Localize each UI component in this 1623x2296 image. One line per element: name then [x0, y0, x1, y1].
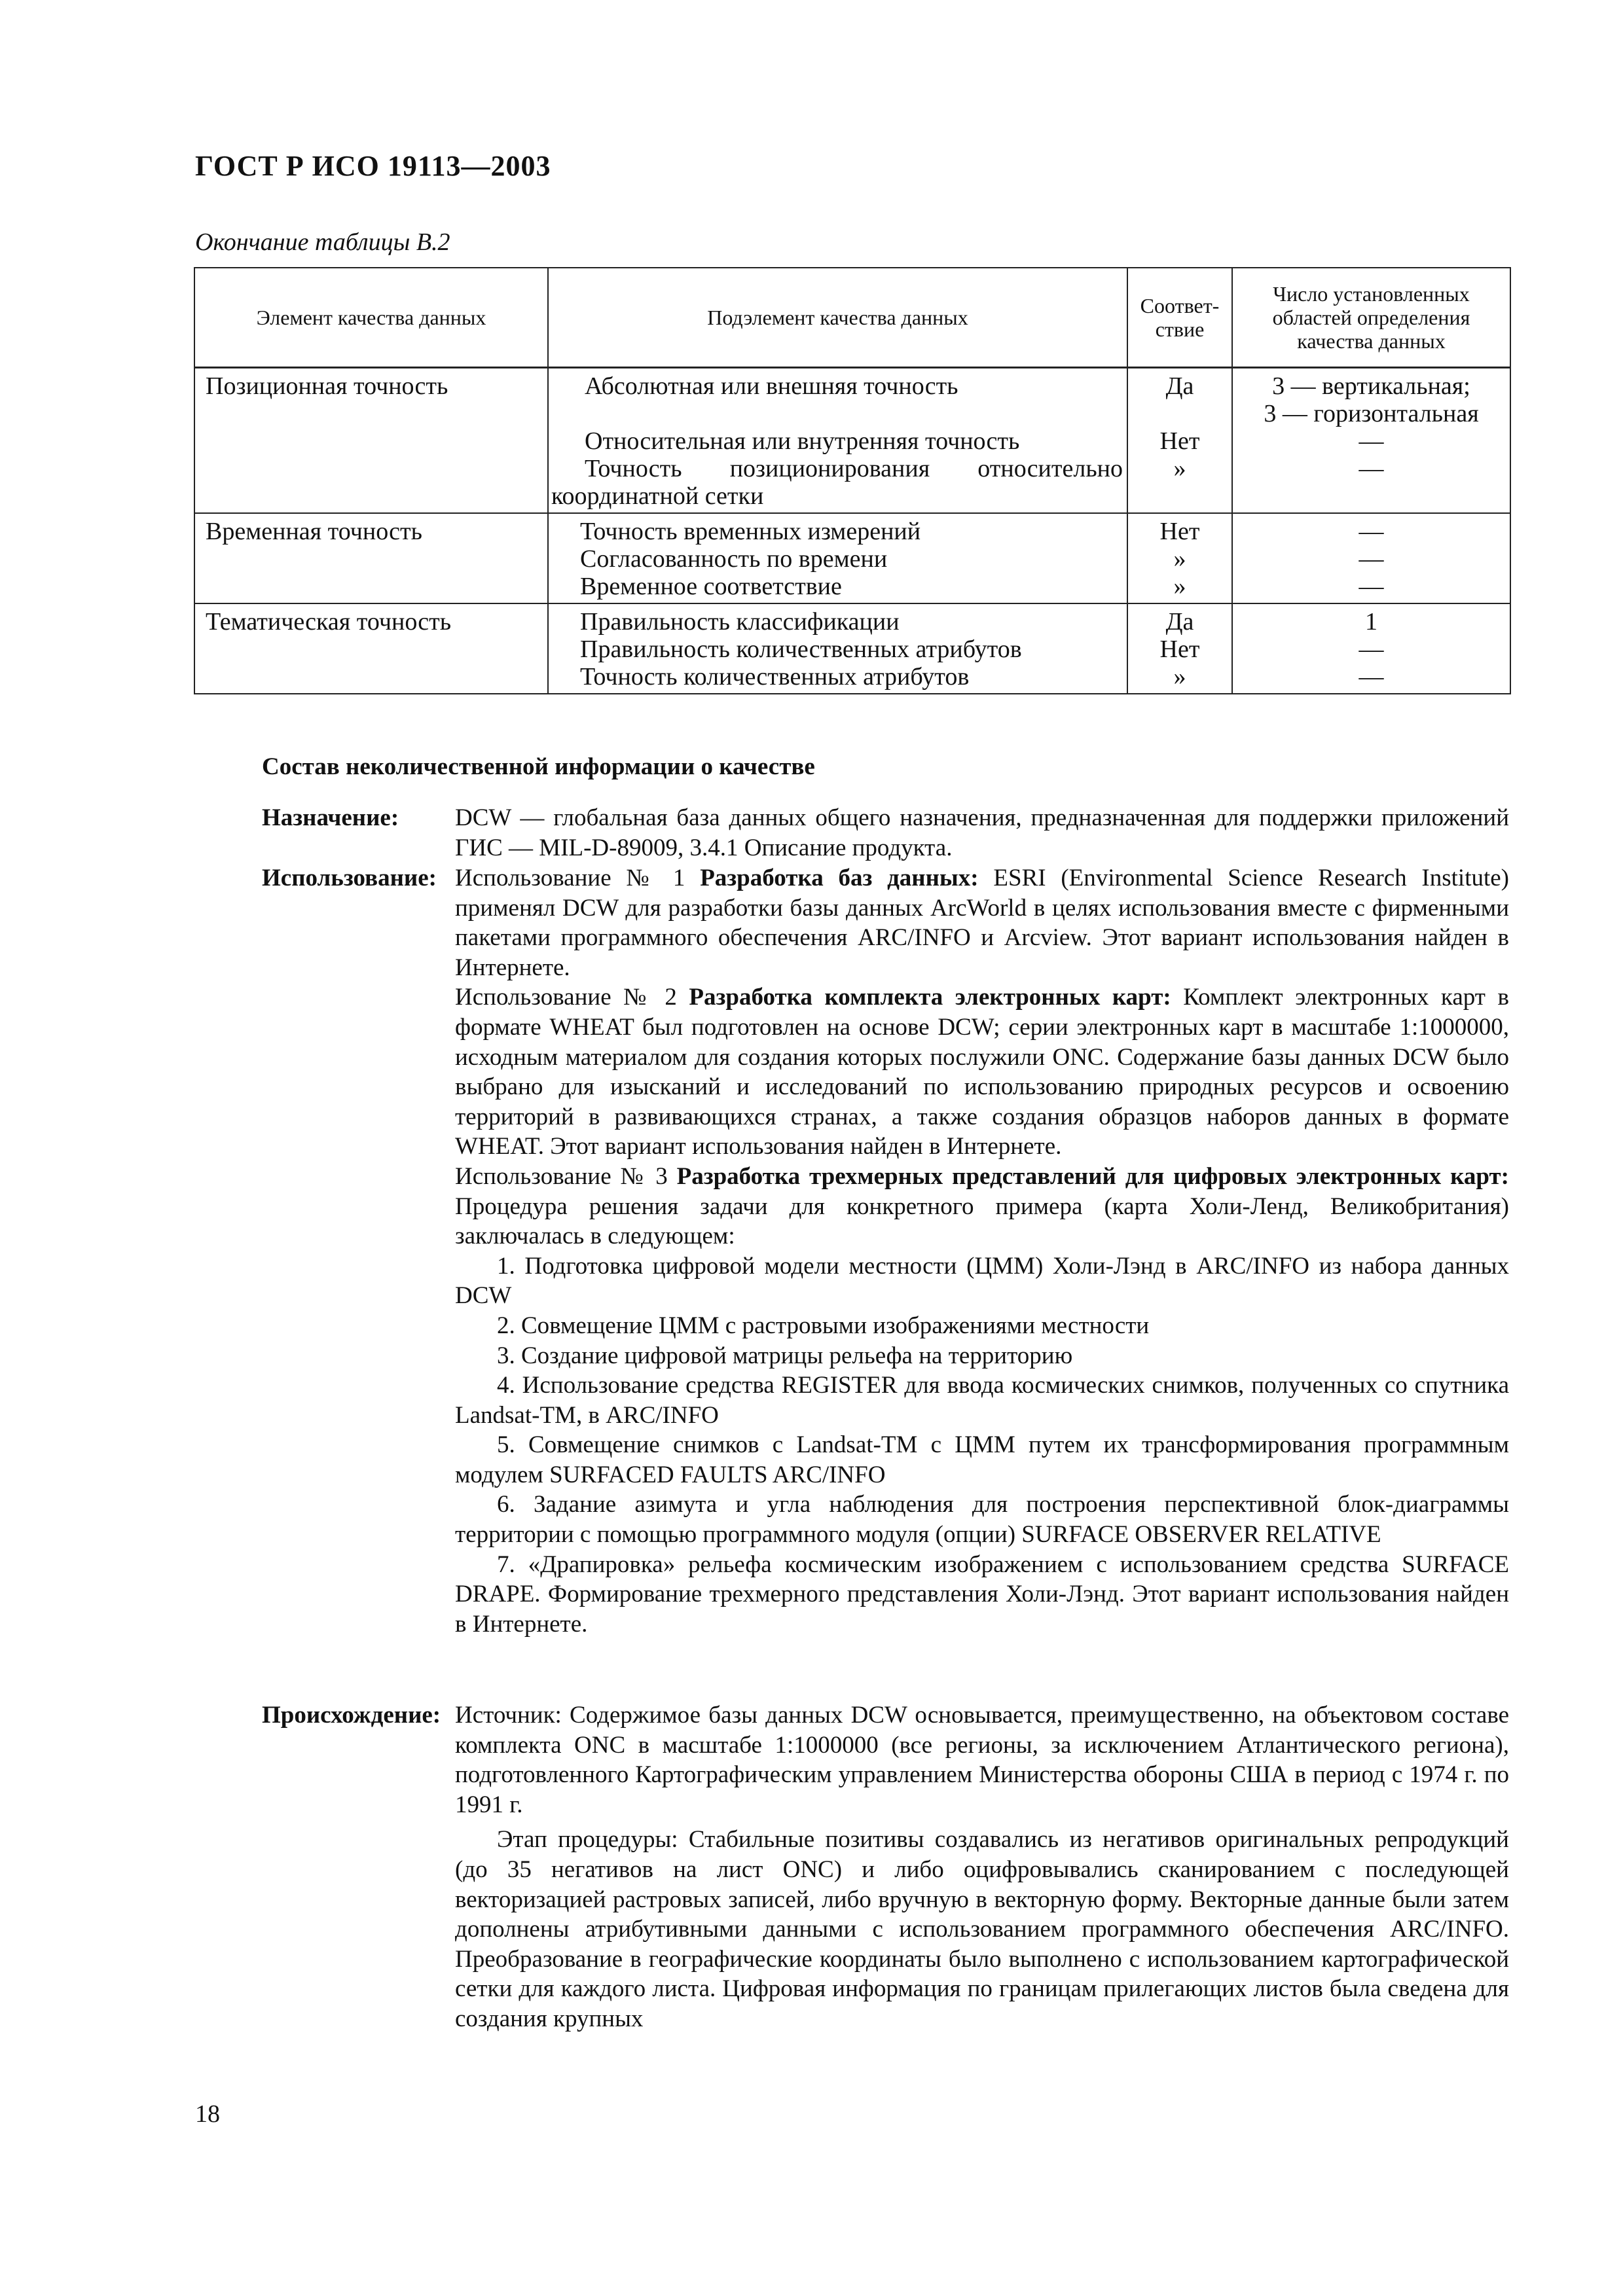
purpose-label: Назначение: — [262, 804, 399, 831]
domains-value: — — [1359, 663, 1384, 691]
row-element: Тематическая точность — [194, 603, 548, 694]
domains-value: — — [1359, 455, 1384, 482]
row-domains — [1232, 603, 1510, 694]
table-row — [194, 368, 1510, 514]
row-conformance — [1127, 368, 1232, 514]
conformance-value: » — [1173, 663, 1186, 691]
subelement-text: Относительная или внутренняя точность — [585, 427, 1020, 455]
column-header-conformance: Соответ- ствие — [1127, 268, 1232, 368]
page-number: 18 — [195, 2100, 220, 2128]
row-subelements — [548, 603, 1127, 694]
usage-label: Использование: — [262, 865, 437, 891]
row-conformance — [1127, 513, 1232, 603]
row-element: Временная точность — [194, 513, 548, 603]
domains-value: 1 — [1365, 608, 1377, 636]
usage-step: 6. Задание азимута и угла наблюдения для построения перспективной блок-диаграммы территории с помощью программного модуля (опции) SURFACE OBSERVER RELATIVE — [455, 1491, 1509, 1549]
usage-block — [262, 863, 1509, 1639]
purpose-text: DCW — глобальная база данных общего назначения, предназначенная для поддержки приложений ГИС — MIL-D-89009, 3.4.1 Описание продукта. — [455, 804, 1509, 861]
domains-value: — — [1359, 573, 1384, 600]
usage-step: 3. Создание цифровой матрицы рельефа на территорию — [497, 1342, 1073, 1369]
subelement-text: Временное соответствие — [580, 573, 842, 600]
row-conformance — [1127, 603, 1232, 694]
domains-value: — — [1359, 427, 1384, 455]
subelement-text: Согласованность по времени — [580, 545, 888, 573]
subelement-text: Точность количественных атрибутов — [580, 663, 970, 691]
usage-step: 5. Совмещение снимков с Landsat-TM с ЦММ путем их трансформирования программным модулем SURFACED FAULTS ARC/INFO — [455, 1431, 1509, 1488]
row-subelements — [548, 513, 1127, 603]
row-element: Позиционная точность — [194, 368, 548, 514]
subelement-text: Абсолютная или внешняя точность — [585, 372, 958, 400]
conformance-value: » — [1173, 545, 1186, 573]
purpose-block — [262, 803, 1509, 863]
column-header-domains: Число установленных областей определения качества данных — [1232, 268, 1510, 368]
subelement-text: Правильность классификации — [580, 608, 900, 636]
subelement-text: координатной сетки — [551, 482, 764, 510]
usage-step: 1. Подготовка цифровой модели местности (ЦММ) Холи-Лэнд в ARC/INFO из набора данных DCW — [455, 1252, 1509, 1310]
section-title: Состав неколичественной информации о качестве — [262, 753, 815, 780]
table-row — [194, 513, 1510, 603]
lineage-label: Происхождение: — [262, 1702, 441, 1729]
quality-table — [194, 267, 1511, 694]
standard-title: ГОСТ Р ИСО 19113—2003 — [195, 150, 551, 182]
subelement-text: Точность позиционирования относительно — [585, 455, 1123, 482]
conformance-value: Да — [1165, 608, 1194, 636]
lineage-process: Этап процедуры: Стабильные позитивы создавались из негативов оригинальных репродукций (до 35 негативов на лист ONC) и либо оцифровывались сканированием с последующей векторизацией растровых записей, либо вручную в векторную форму. Векторные данные были затем дополнены атрибутивными данными с использованием программного обеспечения ARC/INFO. Преобразование в географические координаты было выполнено с использованием картографической сетки для каждого листа. Цифровая информация по границам прилегающих листов была сведена для создания крупных — [455, 1826, 1509, 2032]
conformance-value: Нет — [1159, 427, 1200, 455]
subelement-text: Правильность количественных атрибутов — [580, 636, 1022, 663]
domains-value: 3 — горизонтальная — [1264, 400, 1479, 427]
table-header-row — [194, 268, 1510, 368]
domains-value: — — [1359, 518, 1384, 545]
row-subelements — [548, 368, 1127, 514]
lineage-block — [262, 1700, 1509, 2034]
row-domains — [1232, 368, 1510, 514]
usage-step: 2. Совмещение ЦММ с растровыми изображениями местности — [497, 1312, 1150, 1339]
lineage-source: Источник: Содержимое базы данных DCW основывается, преимущественно, на объектовом составе комплекта ONC в масштабе 1:1000000 (все регионы, за исключением Атлантического региона), подготовленного Картографическим управлением Министерства обороны США в период с 1974 г. по 1991 г. — [455, 1702, 1509, 1818]
usage-step: 7. «Драпировка» рельефа космическим изображением с использованием средства SURFACE DRAPE. Формирование трехмерного представления Холи-Лэнд. Этот вариант использования найден в Интернете. — [455, 1551, 1509, 1638]
usage-1-paragraph: Использование № 1 Разработка баз данных: ESRI (Environmental Science Research Institute) применял DCW для разработки базы данных ArcWorld в целях использования вместе с фирменными пакетами программного обеспечения ARC/INFO и Arcview. Этот вариант использования найден в Интернете. — [455, 865, 1510, 981]
table-caption: Окончание таблицы В.2 — [195, 228, 450, 256]
conformance-value: Нет — [1159, 518, 1200, 545]
column-header-subelement: Подэлемент качества данных — [548, 268, 1127, 368]
column-header-element: Элемент качества данных — [194, 268, 548, 368]
usage-step: 4. Использование средства REGISTER для ввода космических снимков, полученных со спутника Landsat-TM, в ARC/INFO — [455, 1372, 1509, 1429]
conformance-value: » — [1173, 455, 1186, 482]
conformance-value: Да — [1165, 372, 1194, 400]
usage-2-paragraph: Использование № 2 Разработка комплекта электронных карт: Комплект электронных карт в формате WHEAT был подготовлен на основе DCW; серии электронных карт в масштабе 1:1000000, исходным материалом для создания которых послужили ONC. Содержание базы данных DCW было выбрано для изысканий и исследований по использованию природных ресурсов и освоению территорий в развивающихся странах, а также создания образцов наборов данных в формате WHEAT. Этот вариант использования найден в Интернете. — [455, 984, 1509, 1160]
subelement-text: Точность временных измерений — [580, 518, 921, 545]
domains-value: 3 — вертикальная; — [1272, 372, 1470, 400]
row-domains — [1232, 513, 1510, 603]
conformance-value: » — [1173, 573, 1186, 600]
conformance-value: Нет — [1159, 636, 1200, 663]
table-row — [194, 603, 1510, 694]
usage-3-paragraph: Использование № 3 Разработка трехмерных представлений для цифровых электронных карт: Процедура решения задачи для конкретного примера (карта Холи-Ленд, Великобритания) заключалась в следующем: — [455, 1162, 1509, 1250]
domains-value: — — [1359, 545, 1384, 573]
domains-value: — — [1359, 636, 1384, 663]
